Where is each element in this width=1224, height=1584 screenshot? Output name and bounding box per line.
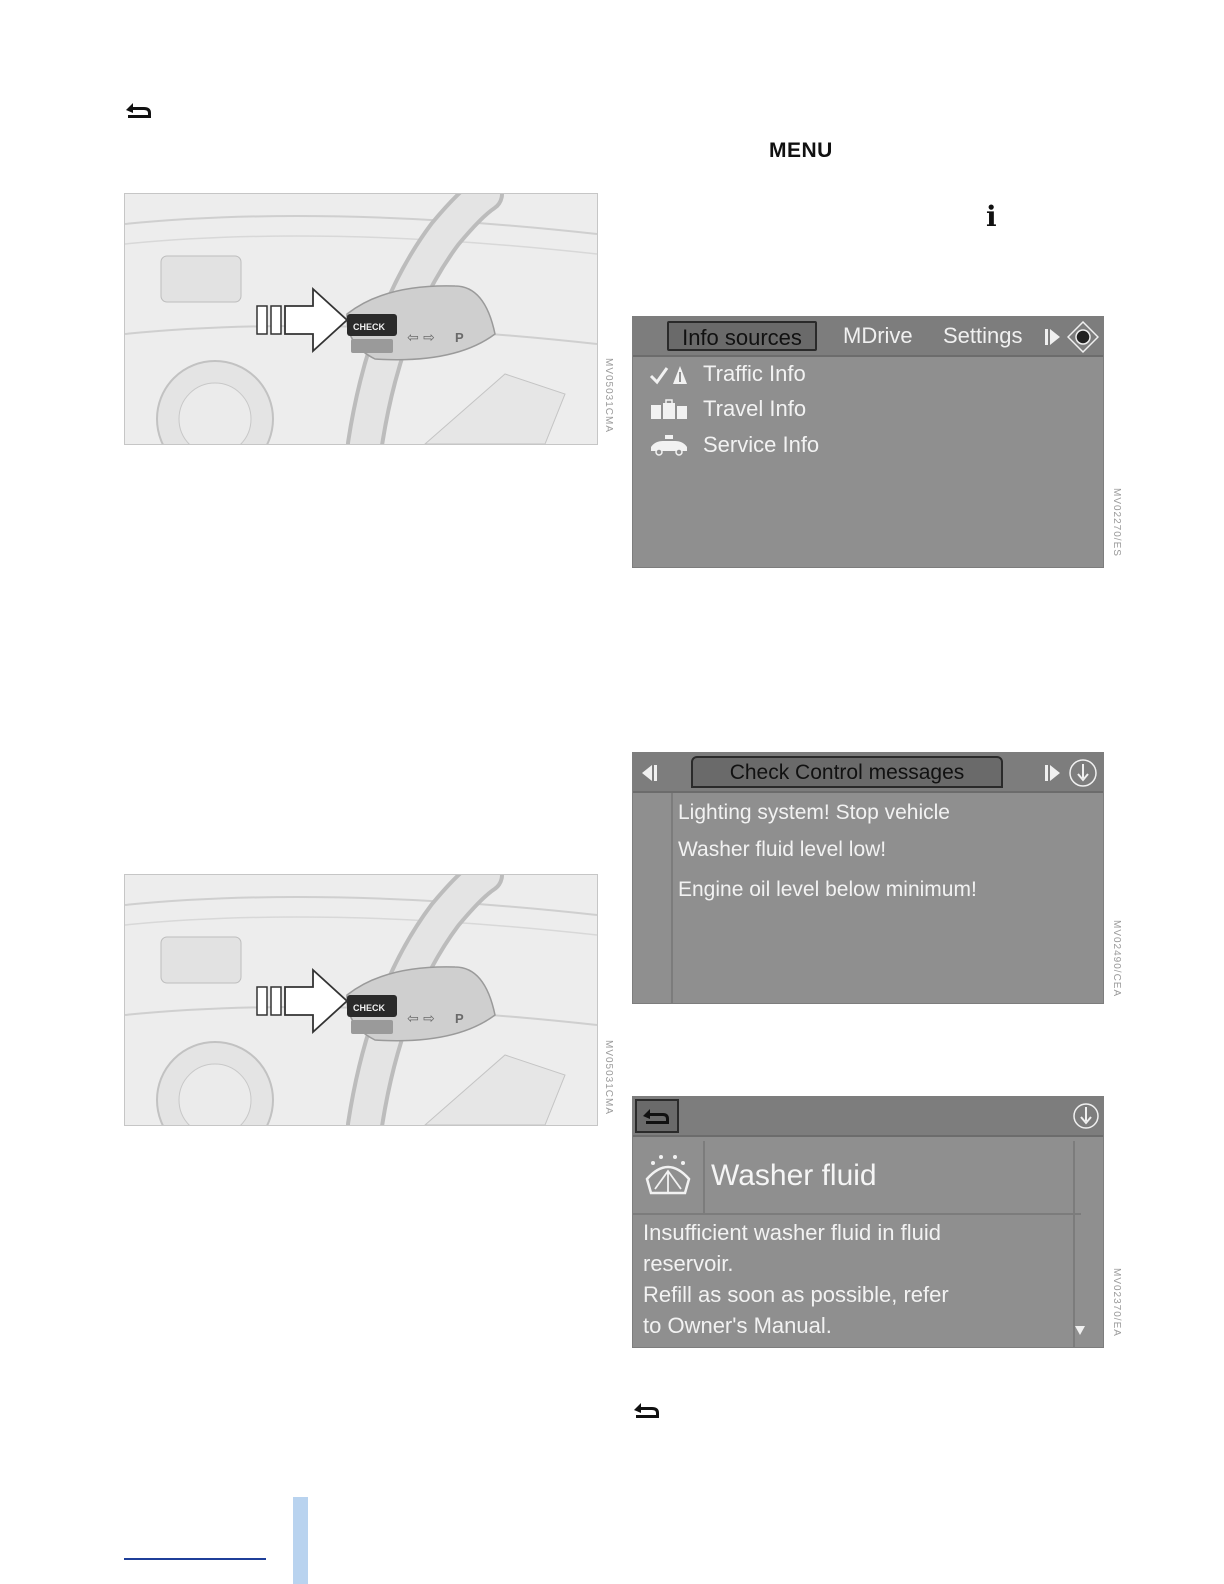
list-item-service-info[interactable]: [649, 428, 819, 462]
screen-code-3: MV02370/EA: [1111, 1268, 1122, 1337]
body-line: Refill as soon as possible, refer: [643, 1282, 949, 1307]
illustration-code-2: MV05031CMA: [603, 1040, 614, 1116]
back-arrow-icon: [637, 1101, 677, 1131]
traffic-info-icon: [649, 362, 689, 386]
illustration-code-1: MV05031CMA: [603, 358, 614, 434]
illustration-check-button-1: [124, 193, 598, 445]
svg-text:⇦ ⇨: ⇦ ⇨: [407, 1011, 435, 1027]
illustration-check-button-2: [124, 874, 598, 1126]
service-info-label: Service Info: [703, 432, 820, 457]
lever-check-label: CHECK: [353, 322, 386, 332]
check-control-title[interactable]: Check Control messages: [691, 756, 1003, 788]
back-arrow-icon: [632, 1398, 662, 1422]
screen-code-1: MV02270/ES: [1111, 488, 1122, 557]
steering-column-illustration: [125, 875, 597, 1125]
arrow-left-icon[interactable]: [641, 763, 657, 783]
message-header: [633, 1141, 1081, 1215]
controller-icon: [1067, 321, 1099, 353]
traffic-info-label: Traffic Info: [703, 361, 806, 386]
scrollbar[interactable]: [1073, 1141, 1079, 1347]
washer-fluid-icon: [637, 1141, 699, 1211]
message-engine-oil[interactable]: Engine oil level below minimum!: [678, 878, 977, 901]
screen-code-2: MV02490/CEA: [1111, 920, 1122, 998]
lever-check-label: CHECK: [353, 1003, 386, 1013]
screen-menu-bar: [633, 1097, 1103, 1137]
footer-link-underline[interactable]: [124, 1558, 266, 1560]
check-control-screen: [632, 752, 1104, 1004]
body-line: reservoir.: [643, 1251, 734, 1276]
lever-p-label: P: [455, 330, 464, 345]
svg-text:⇦ ⇨: ⇦ ⇨: [407, 330, 435, 346]
scroll-down-icon[interactable]: [1073, 1323, 1087, 1337]
arrow-right-icon[interactable]: [1045, 327, 1061, 347]
service-info-icon: [649, 433, 689, 457]
message-body: [643, 1217, 949, 1341]
message-washer-fluid[interactable]: Washer fluid level low!: [678, 838, 887, 861]
back-button[interactable]: [635, 1099, 679, 1133]
washer-fluid-title: Washer fluid: [711, 1159, 877, 1192]
back-arrow-icon: [124, 98, 154, 122]
lever-p-label: P: [455, 1011, 464, 1026]
travel-info-label: Travel Info: [703, 396, 807, 421]
tab-settings[interactable]: Settings: [943, 323, 1023, 348]
body-line: Insufficient washer fluid in fluid: [643, 1220, 941, 1245]
tab-info-sources[interactable]: Info sources: [667, 321, 817, 351]
steering-column-illustration: [125, 194, 597, 444]
list-item-travel-info[interactable]: [649, 392, 806, 426]
info-sources-screen: [632, 316, 1104, 568]
controller-down-icon: [1067, 757, 1099, 789]
controller-down-icon: [1071, 1101, 1101, 1131]
travel-info-icon: [649, 397, 689, 421]
menu-button-label: MENU: [769, 139, 833, 162]
body-line: to Owner's Manual.: [643, 1313, 832, 1338]
list-item-traffic-info[interactable]: [649, 357, 806, 391]
tab-mdrive[interactable]: MDrive: [843, 323, 913, 348]
washer-fluid-screen: [632, 1096, 1104, 1348]
footer-accent-bar: [293, 1497, 308, 1584]
message-lighting-system[interactable]: Lighting system! Stop vehicle: [678, 801, 950, 824]
info-button-symbol: i: [986, 200, 997, 233]
arrow-right-icon[interactable]: [1045, 763, 1061, 783]
